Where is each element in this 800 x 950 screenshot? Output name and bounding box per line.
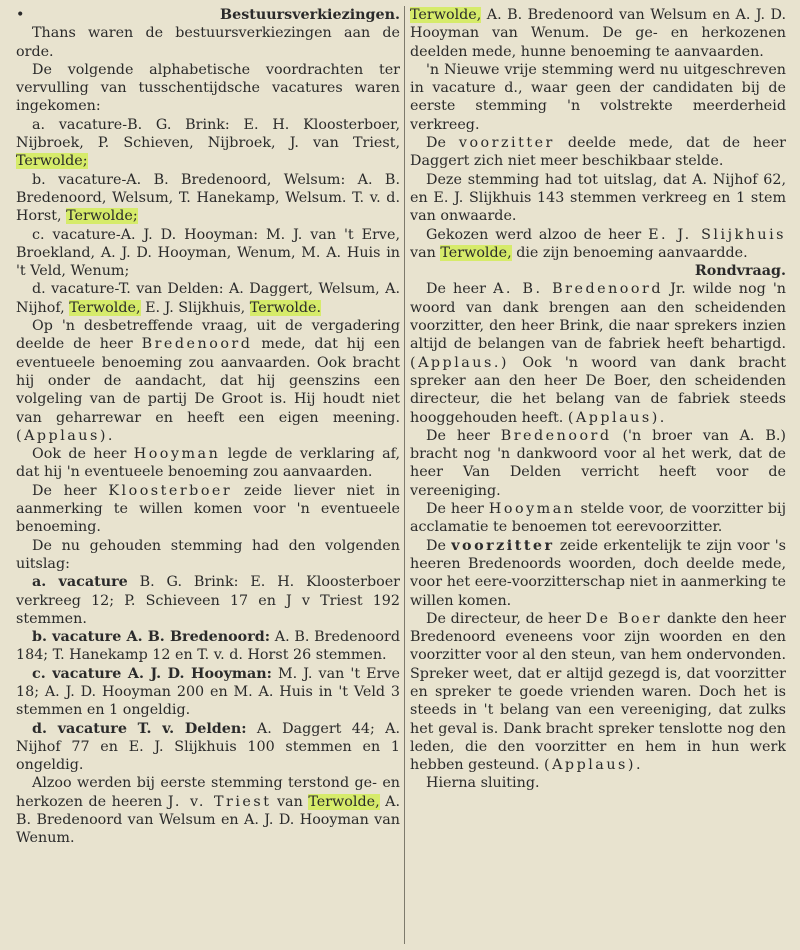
- paragraph: Ook de heer Hooyman legde de verklaring af, dat hij 'n eventueele benoeming zou aanvaarden.: [16, 446, 400, 481]
- highlighted-term: Terwolde;: [66, 208, 138, 225]
- paragraph: De heer A. B. Bredenoord Jr. wilde nog 'n woord van dank brengen aan den scheidenden voorzitter, den heer Brink, die naar sprekers inzien altijd de belangen van de fabriek heeft behartigd. (Applaus.) Ook 'n woord van dank bracht spreker aan den heer De Boer, den scheidenden directeur, die het belang van de fabriek steeds hooggehouden heeft. (Applaus).: [410, 281, 786, 426]
- paragraph: Deze stemming had tot uitslag, dat A. Nijhof 62, en E. J. Slijkhuis 143 stemmen verkreeg en 1 stem van onwaarde.: [410, 171, 786, 225]
- result-d: d. vacature T. v. Delden: A. Daggert 44; A. Nijhof 77 en E. J. Slijkhuis 100 stemmen en 1 ongeldig.: [16, 720, 400, 774]
- left-column: [16, 6, 400, 944]
- paragraph: De voorzitter deelde mede, dat de heer Daggert zich niet meer beschikbaar stelde.: [410, 135, 786, 170]
- paragraph: Thans waren de bestuursverkiezingen aan de orde.: [16, 25, 400, 60]
- result-b: b. vacature A. B. Bredenoord: A. B. Bredenoord 184; T. Hanekamp 12 en T. v. d. Horst 26 stemmen.: [16, 629, 400, 664]
- highlighted-term: Terwolde;: [16, 153, 88, 170]
- section-heading-bestuursverkiezingen: • Bestuursverkiezingen.: [16, 7, 400, 23]
- paragraph: De heer Kloosterboer zeide liever niet in aanmerking te willen komen voor 'n eventueele benoeming.: [16, 482, 400, 536]
- highlighted-term: Terwolde.: [249, 299, 322, 316]
- paragraph: De nu gehouden stemming had den volgenden uitslag:: [16, 537, 400, 572]
- highlighted-term: Terwolde,: [410, 7, 482, 23]
- paragraph: 'n Nieuwe vrije stemming werd nu uitgeschreven in vacature d., waar geen der candidaten bij de eerste stemming 'n volstrekte meerderheid verkreeg.: [410, 61, 786, 133]
- paragraph: De heer Hooyman stelde voor, de voorzitter bij acclamatie te benoemen tot eerevoorzitter.: [410, 501, 786, 536]
- nomination-a: a. vacature-B. G. Brink: E. H. Kloosterboer, Nijbroek, P. Schieven, Nijbroek, J. van Triest, Terwolde;: [16, 116, 400, 170]
- paragraph: Op 'n desbetreffende vraag, uit de vergadering deelde de heer Bredenoord mede, dat hij een eventueele benoeming zou aanvaarden. Ook bracht hij onder de aandacht, dat hij geenszins een volgeling van de partij De Groot is. Hij houdt niet van geharrewar en heeft een eigen meening. (Applaus).: [16, 318, 400, 444]
- highlighted-term: Terwolde,: [308, 793, 380, 810]
- paragraph: De voorzitter zeide erkentelijk te zijn voor 's heeren Bredenoords woorden, doch deelde mede, voor het eere-voorzitterschap niet in aanmerking te willen komen.: [410, 537, 786, 609]
- bullet-mark: •: [16, 7, 25, 23]
- paragraph: Hierna sluiting.: [426, 775, 540, 792]
- paragraph: De volgende alphabetische voordrachten ter vervulling van tusschentijdsche vacatures waren ingekomen:: [16, 61, 400, 115]
- result-a: a. vacature B. G. Brink: E. H. Kloosterboer verkreeg 12; P. Schieveen 17 en J v Triest 192 stemmen.: [16, 574, 400, 627]
- nomination-d: d. vacature-T. van Delden: A. Daggert, Welsum, A. Nijhof, Terwolde, E. J. Slijkhuis, Terwolde.: [16, 281, 400, 316]
- highlighted-term: Terwolde,: [440, 244, 512, 261]
- nomination-c: c. vacature-A. J. D. Hooyman: M. J. van 't Erve, Broekland, A. J. D. Hooyman, Wenum, M. A. Huis in 't Veld, Wenum;: [16, 226, 400, 280]
- paragraph: Alzoo werden bij eerste stemming terstond ge- en herkozen de heeren J. v. Triest van Terwolde, A. B. Bredenoord van Welsum en A. J. D. Hooyman van Wenum.: [16, 775, 400, 847]
- paragraph: Gekozen werd alzoo de heer E. J. Slijkhuis van Terwolde, die zijn benoeming aanvaardde.: [410, 226, 786, 261]
- paragraph: De directeur, de heer De Boer dankte den heer Bredenoord eveneens voor zijn woorden en den voorzitter voor al den steun, van hem ondervonden. Spreker weet, dat er altijd gezegd is, dat voorzitter en spreker te goede vrienden waren. Doch het is steeds in 't belang van een vereeniging, dat zulks het geval is. Dank bracht spreker tenslotte nog den leden, die den voorzitter en hem in hun werk hebben gesteund. (Applaus).: [410, 610, 786, 774]
- section-heading-rondvraag: Rondvraag.: [694, 263, 786, 280]
- highlighted-term: Terwolde,: [69, 299, 141, 316]
- column-divider: [404, 6, 405, 944]
- right-column: [410, 6, 786, 944]
- paragraph: De heer Bredenoord ('n broer van A. B.) bracht nog 'n dankwoord voor al het werk, dat de heer Van Delden verricht heeft voor de vereeniging.: [410, 427, 786, 499]
- nomination-b: b. vacature-A. B. Bredenoord, Welsum: A. B. Bredenoord, Welsum, T. Hanekamp, Welsum. T. v. d. Horst, Terwolde;: [16, 171, 400, 225]
- result-c: c. vacature A. J. D. Hooyman: M. J. van 't Erve 18; A. J. D. Hooyman 200 en M. A. Huis in 't Veld 3 stemmen en 1 ongeldig.: [16, 665, 400, 719]
- paragraph: Terwolde, A. B. Bredenoord van Welsum en A. J. D. Hooyman van Wenum. De ge- en herkozenen deelden mede, hunne benoeming te aanvaarden.: [410, 7, 786, 60]
